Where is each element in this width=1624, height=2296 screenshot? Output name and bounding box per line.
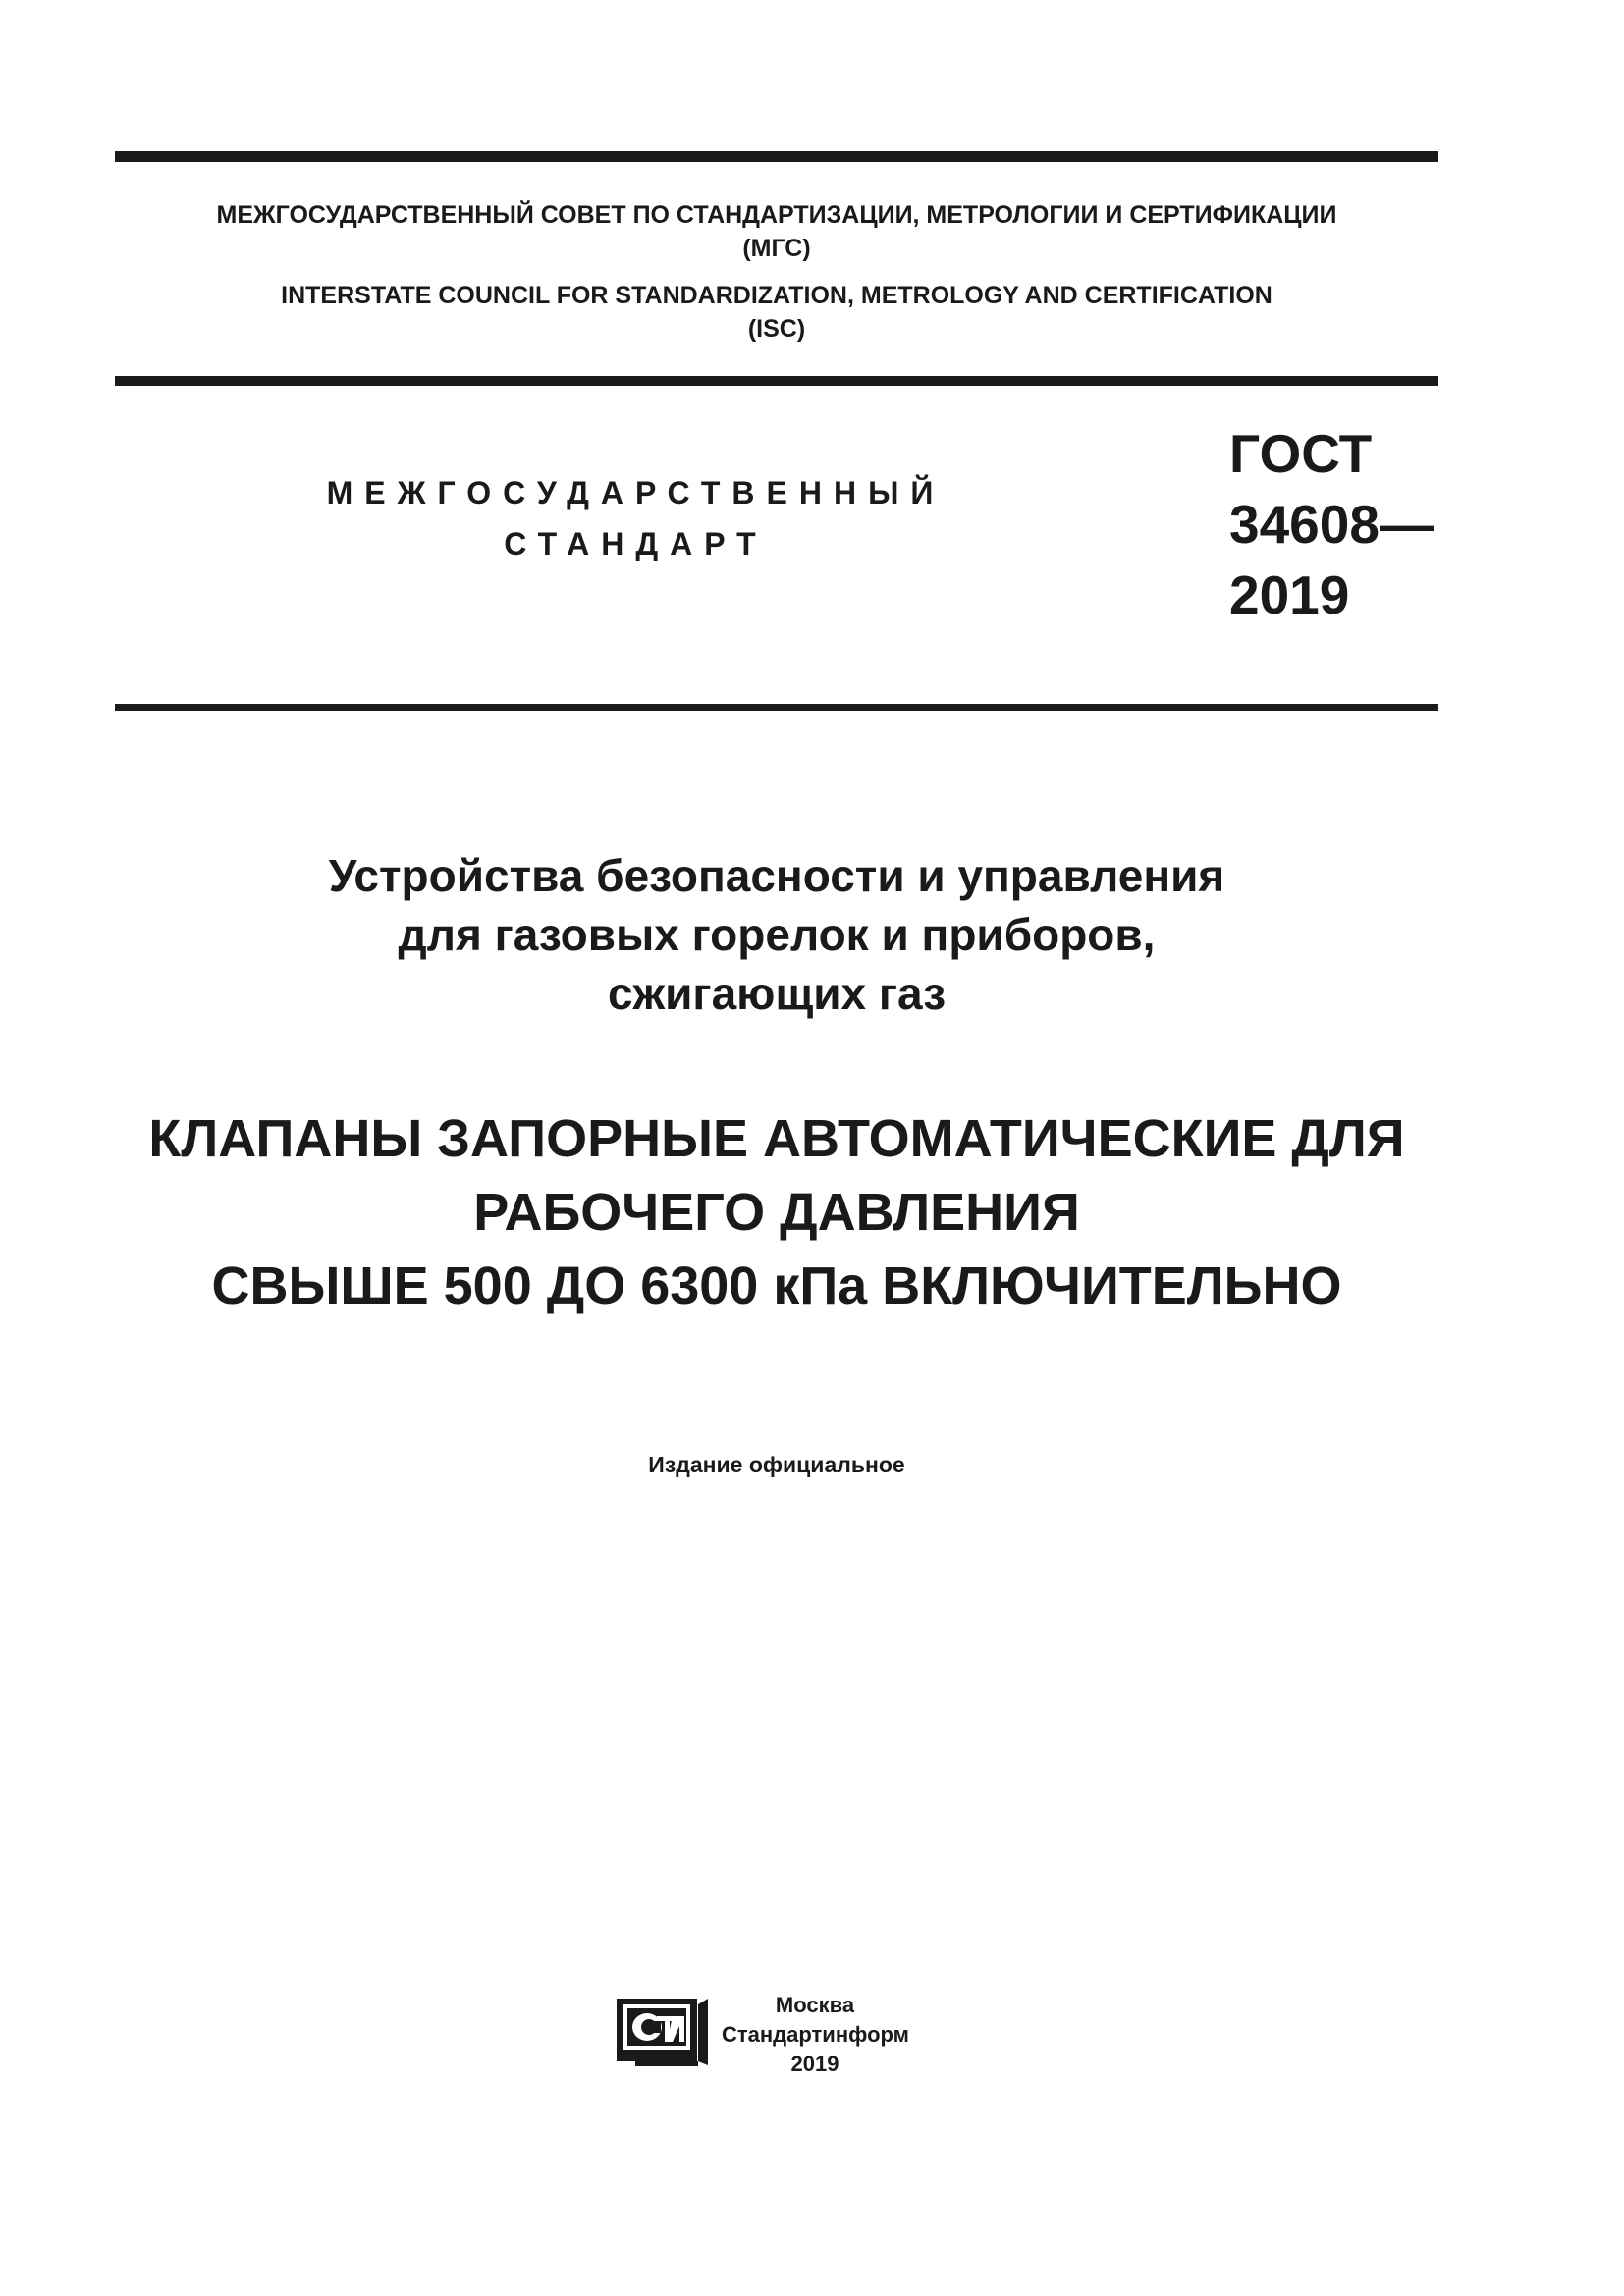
standard-type-line: МЕЖГОСУДАРСТВЕННЫЙ [326, 475, 946, 510]
council-abbr-en: (ISC) [747, 315, 806, 343]
title-general-line: сжигающих газ [607, 968, 947, 1019]
document-title-specific [115, 1102, 1438, 1323]
title-specific-line: РАБОЧЕГО ДАВЛЕНИЯ [473, 1183, 1080, 1242]
title-general-line: Устройства безопасности и управления [328, 850, 1225, 901]
middle-rule [115, 376, 1438, 386]
council-abbr-ru: (МГС) [742, 235, 811, 262]
publisher-name: Стандартинформ [722, 2022, 909, 2047]
council-name-en [115, 279, 1438, 346]
standard-code [1229, 418, 1455, 630]
lower-rule [115, 704, 1438, 711]
standard-code-prefix: ГОСТ [1229, 423, 1373, 484]
council-name-ru [115, 198, 1438, 265]
title-general-line: для газовых горелок и приборов, [398, 909, 1156, 960]
document-title-general [115, 846, 1438, 1023]
publisher-block [722, 1991, 908, 2079]
standard-code-number: 34608— [1229, 494, 1434, 555]
council-name-en-line: INTERSTATE COUNCIL FOR STANDARDIZATION, METROLOGY AND CERTIFICATION [281, 282, 1272, 309]
standartinform-logo-icon [616, 1997, 710, 2068]
standard-type-line: СТАНДАРТ [504, 526, 768, 561]
edition-note: Издание официальное [648, 1452, 905, 1477]
top-rule [115, 151, 1438, 162]
title-specific-line: СВЫШЕ 500 ДО 6300 кПа ВКЛЮЧИТЕЛЬНО [211, 1256, 1342, 1315]
publisher-city: Москва [775, 1993, 855, 2017]
title-specific-line: КЛАПАНЫ ЗАПОРНЫЕ АВТОМАТИЧЕСКИЕ ДЛЯ [148, 1109, 1405, 1168]
council-name-ru-line: МЕЖГОСУДАРСТВЕННЫЙ СОВЕТ ПО СТАНДАРТИЗАЦИИ, МЕТРОЛОГИИ И СЕРТИФИКАЦИИ [216, 201, 1337, 229]
publisher-year: 2019 [790, 2052, 839, 2076]
standard-code-year: 2019 [1229, 564, 1350, 625]
